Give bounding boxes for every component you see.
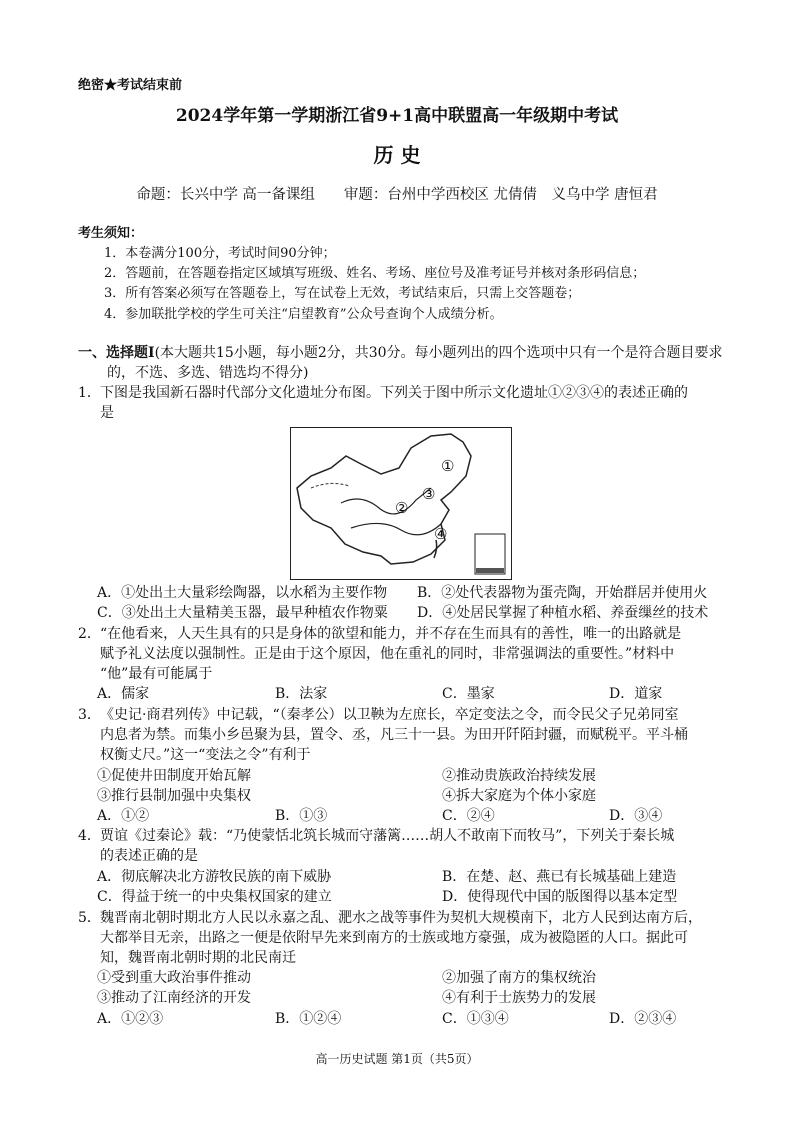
map-label-3: ③ [422, 485, 436, 503]
option-a: A．①② [97, 808, 150, 824]
question-5 [78, 908, 702, 969]
section-title: 一、选择题Ⅰ [78, 345, 155, 361]
notice-item: 3．所有答案必须写在答题卷上，写在试卷上无效，考试结束后，只需上交答题卷； [104, 286, 581, 302]
subject-title: 历 史 [373, 143, 421, 167]
question-number: 4． [78, 828, 101, 844]
question-stem: “他”最有可能属于 [100, 666, 213, 683]
section-header [78, 343, 723, 363]
option-c: C．②④ [442, 808, 495, 824]
option-d: D．③④ [609, 808, 663, 824]
section-desc-2: 的，不选、多选、错选均不得分) [107, 365, 309, 381]
notice-item: 1．本卷满分100分，考试时间90分钟； [104, 246, 336, 261]
option-b: B．在楚、赵、燕已有长城基础上建造 [442, 869, 677, 885]
option-a: A．彻底解决北方游牧民族的南下威胁 [97, 869, 332, 885]
option-d: D．④处居民掌握了种植水稻、养蚕缫丝的技术 [417, 605, 709, 621]
question-number: 3． [78, 707, 101, 723]
statement-3: ③推行县制加强中央集权 [97, 788, 251, 804]
notice-heading: 考生须知： [78, 226, 144, 241]
option-c: C．墨家 [442, 686, 495, 702]
option-b: B．①②④ [275, 1011, 342, 1027]
option-c: C．①③④ [442, 1011, 509, 1027]
statement-2: ②推动贵族政治持续发展 [442, 768, 596, 784]
notice-item: 2．答题前，在答题卷指定区域填写班级、姓名、考场、座位号及准考证号并核对条形码信息； [104, 266, 646, 282]
statement-3: ③推动了江南经济的开发 [97, 990, 251, 1006]
question-number: 1． [78, 385, 101, 401]
option-b: B．法家 [275, 686, 328, 702]
question-stem: 下图是我国新石器时代部分文化遗址分布图。下列关于图中所示文化遗址①②③④的表述正确的 [100, 385, 688, 401]
question-stem: 的表述正确的是 [100, 848, 198, 865]
question-4 [78, 826, 674, 866]
statement-2: ②加强了南方的集权统治 [442, 970, 596, 986]
map-label-4: ④ [434, 525, 448, 543]
option-d: D．②③④ [609, 1011, 677, 1027]
question-stem: 内息者为禁。而集小乡邑聚为县，置令、丞，凡三十一县。为田开阡陌封疆，而赋税平。平斗桶 [100, 727, 688, 744]
map-label-1: ① [441, 457, 455, 475]
option-d: D．使得现代中国的版图得以基本定型 [442, 889, 678, 905]
option-b: B．②处代表器物为蛋壳陶，开始群居并使用火 [417, 585, 708, 601]
confidential-label: 绝密★考试结束前 [78, 78, 183, 93]
option-b: B．①③ [275, 808, 328, 824]
statement-1: ①受到重大政治事件推动 [97, 970, 251, 986]
question-number: 5． [78, 910, 101, 926]
notice-item: 4．参加联批学校的学生可关注“启望教育”公众号查询个人成绩分析。 [104, 306, 503, 322]
question-stem: 权衡丈尺。”这一“变法之令”有利于 [100, 747, 311, 764]
question-1 [78, 383, 688, 423]
option-c: C．③处出土大量精美玉器，最早种植农作物粟 [97, 605, 388, 621]
question-stem: “在他看来，人天生具有的只是身体的欲望和能力，并不存在生而具有的善性，唯一的出路就是 [100, 626, 682, 642]
question-stem: 贾谊《过秦论》载：“乃使蒙恬北筑长城而守藩篱……胡人不敢南下而牧马”，下列关于秦长城 [100, 828, 675, 844]
question-2 [78, 624, 681, 685]
question-stem: 是 [100, 405, 114, 422]
exam-title: 2024学年第一学期浙江省9+1高中联盟高一年级期中考试 [175, 106, 619, 126]
option-a: A．①②③ [97, 1011, 164, 1027]
question-number: 2． [78, 626, 101, 642]
question-stem: 赋予礼义法度以强制性。正是由于这个原因，他在重礼的同时，非常强调法的重要性。”材料中 [100, 646, 675, 663]
section-desc: (本大题共15小题，每小题2分，共30分。每小题列出的四个选项中只有一个是符合题目要求 [154, 345, 723, 361]
question-3 [78, 705, 688, 766]
question-stem: 魏晋南北朝时期北方人民以永嘉之乱、淝水之战等事件为契机大规模南下，北方人民到达南方后， [100, 910, 702, 926]
option-a: A．儒家 [97, 686, 150, 702]
authors-line: 命题：长兴中学 高一备课组 审题：台州中学西校区 尤倩倩 义乌中学 唐恒君 [136, 187, 658, 203]
question-stem: 知，魏晋南北朝时期的北民南迁 [100, 950, 296, 967]
map-label-2: ② [395, 499, 409, 517]
page-footer: 高一历史试题 第1页（共5页） [315, 1052, 479, 1066]
question-stem: 大都举目无亲，出路之一便是依附早先来到南方的士族或地方豪强，成为被隐匿的人口。据此可 [100, 930, 688, 947]
statement-1: ①促使井田制度开始瓦解 [97, 768, 251, 784]
question-stem: 《史记·商君列传》中记载，“（秦孝公）以卫鞅为左庶长，卒定变法之令，而令民父子兄弟同室 [100, 707, 679, 723]
option-d: D．道家 [609, 686, 663, 702]
option-a: A．①处出土大量彩绘陶器，以水稻为主要作物 [97, 585, 388, 601]
notice-list [104, 244, 645, 325]
statement-4: ④拆大家庭为个体小家庭 [442, 788, 596, 804]
option-c: C．得益于统一的中央集权国家的建立 [97, 889, 332, 905]
statement-4: ④有利于士族势力的发展 [442, 990, 596, 1006]
neolithic-sites-map [290, 427, 512, 580]
